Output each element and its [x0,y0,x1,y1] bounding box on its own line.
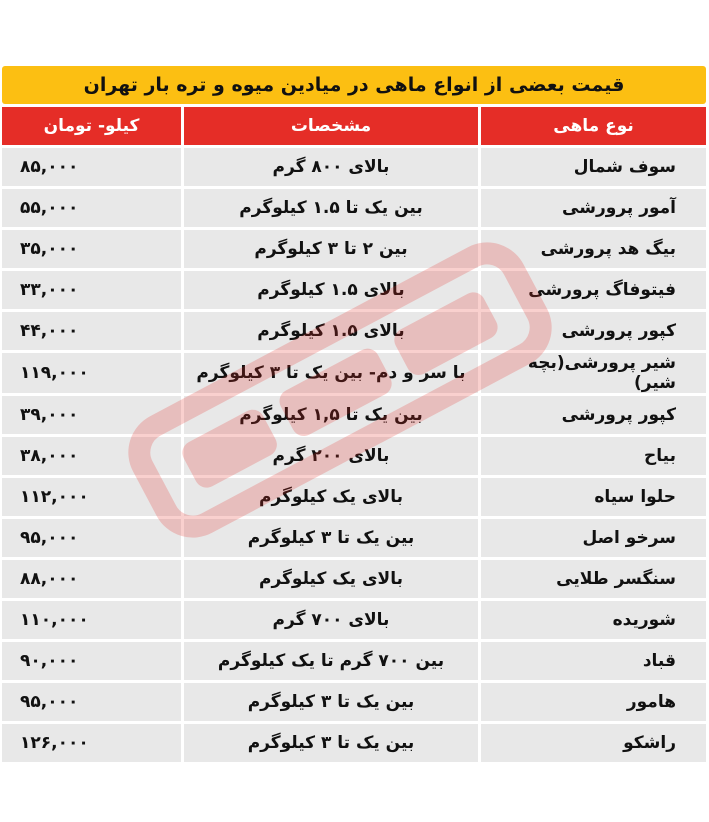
fish-name-cell: بیگ هد پرورشی [481,230,706,268]
price-cell: ۳۹,۰۰۰ [2,396,181,434]
table-row [2,560,706,598]
table-row [2,519,706,557]
fish-name-cell: سنگسر طلایی [481,560,706,598]
fish-name-cell: راشکو [481,724,706,762]
price-table-container [2,66,706,765]
fish-name-cell: سرخو اصل [481,519,706,557]
fish-name-cell: هامور [481,683,706,721]
price-cell: ۱۱۲,۰۰۰ [2,478,181,516]
price-cell: ۱۲۶,۰۰۰ [2,724,181,762]
specification-cell: بالای یک کیلوگرم [184,478,478,516]
table-row [2,271,706,309]
table-row [2,189,706,227]
specification-cell: بین یک تا ۳ کیلوگرم [184,683,478,721]
specification-cell: بین یک تا ۱.۵ کیلوگرم [184,189,478,227]
specification-cell: بالای ۱.۵ کیلوگرم [184,271,478,309]
table-row [2,683,706,721]
fish-price-table [0,104,709,765]
fish-name-cell: شیر پرورشی(بچه شیر) [481,353,706,393]
fish-name-cell: حلوا سیاه [481,478,706,516]
price-cell: ۸۸,۰۰۰ [2,560,181,598]
price-cell: ۱۱۹,۰۰۰ [2,353,181,393]
price-cell: ۳۵,۰۰۰ [2,230,181,268]
table-row [2,230,706,268]
price-cell: ۱۱۰,۰۰۰ [2,601,181,639]
price-cell: ۹۵,۰۰۰ [2,683,181,721]
price-cell: ۳۸,۰۰۰ [2,437,181,475]
fish-name-cell: سوف شمال [481,148,706,186]
specification-cell: بالای ۸۰۰ گرم [184,148,478,186]
price-cell: ۳۳,۰۰۰ [2,271,181,309]
fish-name-cell: کپور پرورشی [481,396,706,434]
table-row [2,353,706,393]
table-row [2,478,706,516]
price-cell: ۵۵,۰۰۰ [2,189,181,227]
specification-cell: بین یک تا ۳ کیلوگرم [184,519,478,557]
price-cell: ۸۵,۰۰۰ [2,148,181,186]
table-row [2,312,706,350]
specification-cell: بالای ۷۰۰ گرم [184,601,478,639]
header-specification: مشخصات [184,107,478,145]
table-row [2,148,706,186]
price-cell: ۹۰,۰۰۰ [2,642,181,680]
table-row [2,642,706,680]
table-row [2,437,706,475]
table-row [2,601,706,639]
price-cell: ۴۴,۰۰۰ [2,312,181,350]
specification-cell: بالای ۲۰۰ گرم [184,437,478,475]
fish-name-cell: آمور پرورشی [481,189,706,227]
specification-cell: بین ۲ تا ۳ کیلوگرم [184,230,478,268]
fish-name-cell: بیاح [481,437,706,475]
header-price: کیلو- تومان [2,107,181,145]
price-cell: ۹۵,۰۰۰ [2,519,181,557]
fish-name-cell: کپور پرورشی [481,312,706,350]
specification-cell: بین یک تا ۳ کیلوگرم [184,724,478,762]
specification-cell: با سر و دم- بین یک تا ۳ کیلوگرم [184,353,478,393]
fish-name-cell: شوریده [481,601,706,639]
header-fish-type: نوع ماهی [481,107,706,145]
specification-cell: بالای ۱.۵ کیلوگرم [184,312,478,350]
specification-cell: بین یک تا ۱,۵ کیلوگرم [184,396,478,434]
table-row [2,724,706,762]
table-title: قیمت بعضی از انواع ماهی در میادین میوه و تره بار تهران [2,66,706,104]
header-row [2,107,706,145]
specification-cell: بین ۷۰۰ گرم تا یک کیلوگرم [184,642,478,680]
table-row [2,396,706,434]
specification-cell: بالای یک کیلوگرم [184,560,478,598]
fish-name-cell: قباد [481,642,706,680]
fish-name-cell: فیتوفاگ پرورشی [481,271,706,309]
